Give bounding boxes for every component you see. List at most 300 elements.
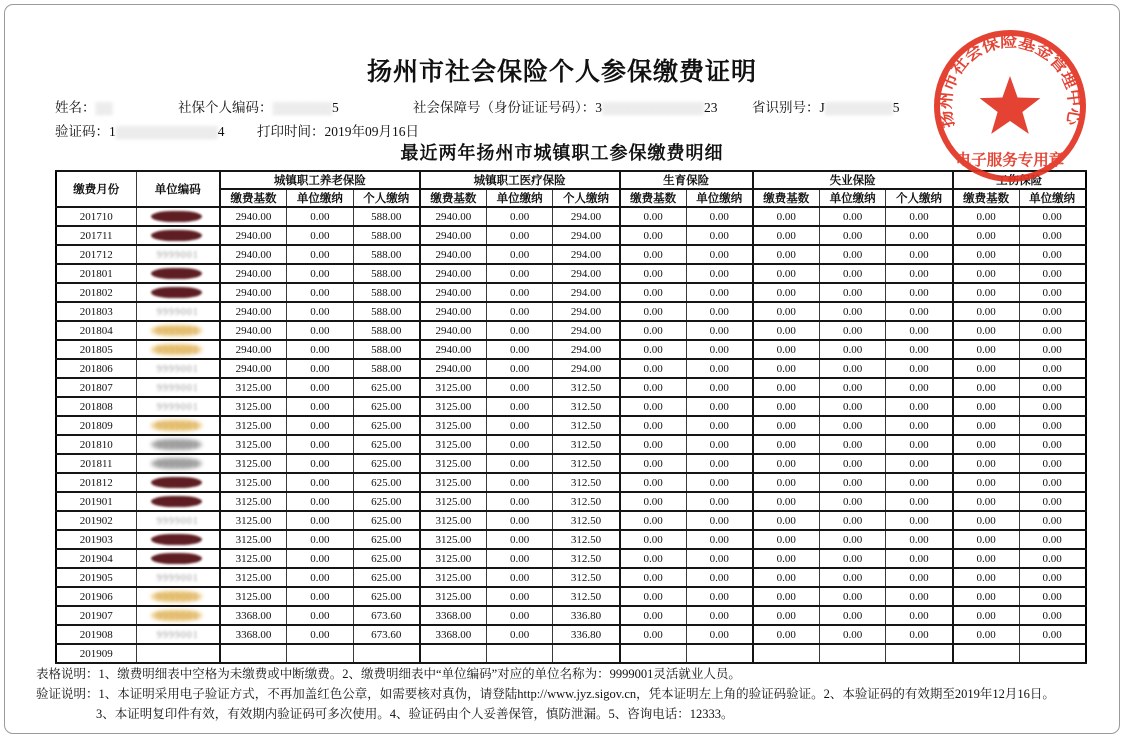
value-cell: 0.00 (620, 435, 687, 454)
value-cell: 0.00 (1019, 321, 1086, 340)
value-cell: 0.00 (486, 606, 553, 625)
redaction-smudge (151, 477, 202, 488)
name-label: 姓名： (55, 100, 96, 115)
value-cell (886, 644, 953, 663)
value-cell: 0.00 (1019, 606, 1086, 625)
value-cell: 588.00 (353, 359, 420, 378)
redaction-smudge (151, 534, 202, 545)
value-cell: 0.00 (486, 625, 553, 644)
value-cell: 0.00 (486, 397, 553, 416)
value-cell: 0.00 (753, 568, 820, 587)
value-cell: 0.00 (686, 473, 753, 492)
value-cell: 3125.00 (220, 530, 287, 549)
value-cell: 3125.00 (220, 511, 287, 530)
value-cell: 2940.00 (220, 340, 287, 359)
table-row (56, 321, 1086, 340)
value-cell: 0.00 (819, 245, 886, 264)
unit-code-redacted: 9999001 (156, 515, 199, 527)
value-cell: 0.00 (686, 397, 753, 416)
value-cell: 0.00 (953, 625, 1020, 644)
value-cell: 0.00 (1019, 245, 1086, 264)
value-cell: 0.00 (287, 226, 354, 245)
month-cell: 201804 (56, 321, 136, 340)
table-row (56, 644, 1086, 663)
value-cell: 0.00 (1019, 226, 1086, 245)
month-cell: 201901 (56, 492, 136, 511)
sub-header: 单位缴纳 (819, 189, 886, 207)
value-cell: 0.00 (886, 226, 953, 245)
value-cell: 2940.00 (420, 207, 487, 226)
value-cell: 0.00 (886, 207, 953, 226)
value-cell: 336.80 (553, 606, 620, 625)
value-cell: 3125.00 (220, 568, 287, 587)
value-cell (620, 644, 687, 663)
value-cell: 0.00 (620, 492, 687, 511)
value-cell: 3368.00 (420, 625, 487, 644)
value-cell: 0.00 (753, 625, 820, 644)
value-cell: 0.00 (686, 435, 753, 454)
value-cell: 0.00 (620, 378, 687, 397)
value-cell: 0.00 (620, 264, 687, 283)
value-cell: 0.00 (819, 226, 886, 245)
value-cell (1019, 644, 1086, 663)
table-row (56, 625, 1086, 644)
unit-code-cell (136, 397, 220, 416)
value-cell: 0.00 (886, 492, 953, 511)
value-cell: 0.00 (486, 321, 553, 340)
sub-header: 个人缴纳 (353, 189, 420, 207)
value-cell: 0.00 (486, 587, 553, 606)
month-cell: 201803 (56, 302, 136, 321)
value-cell: 0.00 (953, 302, 1020, 321)
value-cell: 0.00 (686, 321, 753, 340)
table-row (56, 397, 1086, 416)
value-cell: 0.00 (819, 473, 886, 492)
value-cell: 0.00 (753, 416, 820, 435)
table-note-label: 表格说明： (36, 667, 99, 681)
value-cell: 0.00 (886, 283, 953, 302)
verify-note-label: 验证说明： (36, 687, 99, 701)
month-cell: 201904 (56, 549, 136, 568)
value-cell: 0.00 (819, 302, 886, 321)
value-cell: 0.00 (1019, 473, 1086, 492)
value-cell: 0.00 (686, 568, 753, 587)
value-cell: 625.00 (353, 397, 420, 416)
group-header-4: 工伤保险 (953, 171, 1086, 189)
value-cell: 294.00 (553, 359, 620, 378)
value-cell: 3125.00 (420, 549, 487, 568)
sub-header: 单位缴纳 (686, 189, 753, 207)
table-row (56, 549, 1086, 568)
value-cell: 3125.00 (420, 587, 487, 606)
unit-code-cell (136, 549, 220, 568)
redaction-smudge (151, 420, 202, 431)
value-cell: 0.00 (287, 492, 354, 511)
table-title: 最近两年扬州市城镇职工参保缴费明细 (400, 143, 724, 163)
value-cell: 3368.00 (220, 606, 287, 625)
month-cell: 201808 (56, 397, 136, 416)
value-cell: 312.50 (553, 530, 620, 549)
month-cell: 201907 (56, 606, 136, 625)
unit-code-redacted: 9999001 (156, 306, 199, 318)
value-cell: 2940.00 (420, 226, 487, 245)
value-cell: 0.00 (753, 264, 820, 283)
month-cell: 201712 (56, 245, 136, 264)
value-cell: 0.00 (819, 283, 886, 302)
value-cell: 0.00 (886, 625, 953, 644)
value-cell: 0.00 (886, 302, 953, 321)
value-cell: 0.00 (819, 264, 886, 283)
value-cell: 0.00 (953, 397, 1020, 416)
month-cell: 201710 (56, 207, 136, 226)
value-cell: 336.80 (553, 625, 620, 644)
sub-header: 单位缴纳 (287, 189, 354, 207)
table-row (56, 435, 1086, 454)
value-cell: 312.50 (553, 492, 620, 511)
value-cell: 3125.00 (420, 511, 487, 530)
value-cell: 294.00 (553, 340, 620, 359)
value-cell: 625.00 (353, 568, 420, 587)
unit-code-cell (136, 625, 220, 644)
unit-code-cell (136, 264, 220, 283)
value-cell: 0.00 (620, 302, 687, 321)
value-cell: 0.00 (486, 378, 553, 397)
value-cell: 0.00 (886, 530, 953, 549)
sub-header: 缴费基数 (420, 189, 487, 207)
value-cell: 0.00 (620, 587, 687, 606)
value-cell: 0.00 (686, 245, 753, 264)
value-cell: 0.00 (819, 587, 886, 606)
unit-code-cell (136, 378, 220, 397)
value-cell: 0.00 (753, 454, 820, 473)
table-row (56, 454, 1086, 473)
value-cell: 0.00 (886, 378, 953, 397)
unit-code-cell (136, 530, 220, 549)
value-cell (686, 644, 753, 663)
value-cell: 0.00 (886, 606, 953, 625)
value-cell: 294.00 (553, 207, 620, 226)
value-cell: 0.00 (486, 435, 553, 454)
redaction-smudge (151, 496, 202, 507)
month-cell: 201805 (56, 340, 136, 359)
value-cell: 0.00 (953, 283, 1020, 302)
sub-header: 个人缴纳 (886, 189, 953, 207)
value-cell: 0.00 (486, 530, 553, 549)
value-cell: 312.50 (553, 454, 620, 473)
value-cell: 0.00 (1019, 549, 1086, 568)
value-cell: 0.00 (1019, 397, 1086, 416)
value-cell: 0.00 (753, 283, 820, 302)
value-cell: 0.00 (819, 625, 886, 644)
value-cell: 0.00 (287, 416, 354, 435)
value-cell: 0.00 (287, 473, 354, 492)
value-cell: 312.50 (553, 511, 620, 530)
value-cell: 0.00 (753, 473, 820, 492)
value-cell: 0.00 (819, 340, 886, 359)
value-cell: 0.00 (1019, 340, 1086, 359)
value-cell: 0.00 (287, 511, 354, 530)
value-cell: 588.00 (353, 207, 420, 226)
value-cell: 0.00 (686, 587, 753, 606)
value-cell: 0.00 (953, 568, 1020, 587)
verify-code-field: 验证码：1▒▒▒▒▒▒▒▒▒▒▒▒4 (55, 124, 225, 139)
table-row (56, 226, 1086, 245)
value-cell: 588.00 (353, 245, 420, 264)
unit-code-cell (136, 511, 220, 530)
value-cell: 0.00 (819, 511, 886, 530)
table-row (56, 302, 1086, 321)
value-cell: 0.00 (287, 264, 354, 283)
table-row (56, 416, 1086, 435)
value-cell: 0.00 (287, 359, 354, 378)
unit-code-cell (136, 606, 220, 625)
table-row (56, 606, 1086, 625)
month-cell: 201802 (56, 283, 136, 302)
value-cell (420, 644, 487, 663)
value-cell: 673.60 (353, 625, 420, 644)
value-cell: 2940.00 (220, 321, 287, 340)
value-cell: 2940.00 (220, 226, 287, 245)
value-cell: 0.00 (819, 549, 886, 568)
value-cell: 0.00 (753, 549, 820, 568)
value-cell: 0.00 (886, 435, 953, 454)
value-cell: 0.00 (686, 549, 753, 568)
value-cell: 3125.00 (420, 473, 487, 492)
value-cell: 0.00 (486, 283, 553, 302)
month-cell: 201711 (56, 226, 136, 245)
value-cell (953, 644, 1020, 663)
value-cell: 0.00 (953, 207, 1020, 226)
value-cell: 0.00 (819, 207, 886, 226)
value-cell: 0.00 (486, 264, 553, 283)
value-cell: 0.00 (486, 473, 553, 492)
print-time-field (257, 120, 419, 140)
unit-code-cell (136, 207, 220, 226)
unit-code-cell (136, 226, 220, 245)
unit-code-redacted: 9999001 (156, 363, 199, 375)
value-cell: 3125.00 (220, 435, 287, 454)
month-cell: 201812 (56, 473, 136, 492)
value-cell: 0.00 (686, 302, 753, 321)
value-cell: 312.50 (553, 397, 620, 416)
unit-code-cell (136, 283, 220, 302)
value-cell: 0.00 (753, 226, 820, 245)
value-cell: 0.00 (753, 340, 820, 359)
unit-code-cell (136, 644, 220, 663)
value-cell: 294.00 (553, 245, 620, 264)
value-cell: 0.00 (287, 435, 354, 454)
value-cell: 0.00 (686, 606, 753, 625)
value-cell: 294.00 (553, 321, 620, 340)
value-cell: 0.00 (753, 492, 820, 511)
value-cell: 0.00 (819, 359, 886, 378)
value-cell: 2940.00 (220, 264, 287, 283)
table-row (56, 473, 1086, 492)
sub-header: 缴费基数 (953, 189, 1020, 207)
value-cell: 2940.00 (420, 245, 487, 264)
value-cell: 0.00 (620, 473, 687, 492)
value-cell: 294.00 (553, 302, 620, 321)
value-cell: 0.00 (886, 416, 953, 435)
value-cell: 0.00 (287, 397, 354, 416)
value-cell: 0.00 (620, 226, 687, 245)
value-cell: 0.00 (953, 587, 1020, 606)
table-row (56, 359, 1086, 378)
value-cell: 0.00 (753, 321, 820, 340)
ssn-field: 社会保障号（身份证证号码）：3▒▒▒▒▒▒▒▒▒▒▒▒23 (413, 100, 718, 115)
value-cell: 2940.00 (420, 302, 487, 321)
value-cell: 0.00 (1019, 454, 1086, 473)
redaction-smudge (151, 230, 202, 241)
value-cell: 0.00 (620, 207, 687, 226)
sub-header: 单位缴纳 (1019, 189, 1086, 207)
value-cell: 294.00 (553, 283, 620, 302)
value-cell: 3125.00 (420, 568, 487, 587)
value-cell: 3125.00 (220, 587, 287, 606)
value-cell: 0.00 (486, 454, 553, 473)
table-row (56, 378, 1086, 397)
value-cell: 2940.00 (420, 321, 487, 340)
notes-section (36, 664, 1096, 724)
value-cell: 0.00 (953, 473, 1020, 492)
value-cell: 0.00 (953, 606, 1020, 625)
value-cell: 0.00 (819, 378, 886, 397)
unit-code-redacted: 9999001 (156, 249, 199, 261)
unit-code-cell (136, 321, 220, 340)
value-cell: 0.00 (287, 625, 354, 644)
value-cell: 0.00 (620, 530, 687, 549)
value-cell: 0.00 (819, 606, 886, 625)
value-cell: 3125.00 (220, 473, 287, 492)
value-cell: 0.00 (1019, 207, 1086, 226)
value-cell: 0.00 (486, 302, 553, 321)
unit-code-cell (136, 568, 220, 587)
value-cell: 0.00 (287, 207, 354, 226)
value-cell: 0.00 (886, 549, 953, 568)
value-cell: 0.00 (819, 435, 886, 454)
stamp-bottom-text: 电子服务专用章 (955, 152, 1065, 169)
unit-code-cell (136, 454, 220, 473)
value-cell: 2940.00 (220, 245, 287, 264)
value-cell: 0.00 (686, 378, 753, 397)
redaction-smudge (151, 268, 202, 279)
value-cell: 2940.00 (220, 207, 287, 226)
value-cell: 0.00 (1019, 264, 1086, 283)
verify-code-label: 验证码： (55, 124, 109, 139)
table-row (56, 530, 1086, 549)
value-cell: 0.00 (620, 606, 687, 625)
value-cell: 0.00 (287, 530, 354, 549)
value-cell: 0.00 (819, 530, 886, 549)
value-cell: 0.00 (1019, 378, 1086, 397)
value-cell: 0.00 (620, 511, 687, 530)
value-cell: 0.00 (753, 587, 820, 606)
value-cell: 625.00 (353, 454, 420, 473)
value-cell: 3125.00 (220, 454, 287, 473)
value-cell: 625.00 (353, 511, 420, 530)
value-cell: 0.00 (686, 530, 753, 549)
value-cell: 0.00 (1019, 587, 1086, 606)
value-cell: 3125.00 (420, 530, 487, 549)
value-cell: 0.00 (287, 606, 354, 625)
value-cell: 0.00 (1019, 435, 1086, 454)
value-cell: 0.00 (886, 511, 953, 530)
group-header-0: 城镇职工养老保险 (220, 171, 420, 189)
value-cell: 3125.00 (220, 416, 287, 435)
value-cell: 0.00 (886, 321, 953, 340)
value-cell: 0.00 (620, 416, 687, 435)
month-cell: 201905 (56, 568, 136, 587)
value-cell: 3125.00 (220, 378, 287, 397)
value-cell: 2940.00 (220, 302, 287, 321)
unit-code-redacted: 9999001 (156, 382, 199, 394)
value-cell: 588.00 (353, 321, 420, 340)
value-cell: 2940.00 (220, 359, 287, 378)
print-time-label: 打印时间： (257, 124, 325, 139)
value-cell: 0.00 (1019, 492, 1086, 511)
value-cell: 0.00 (620, 549, 687, 568)
col-header-unit: 单位编码 (136, 171, 220, 207)
value-cell: 0.00 (953, 549, 1020, 568)
province-id-label: 省识别号： (752, 100, 820, 115)
personal-code-redacted: ▒▒▒▒▒▒▒ (272, 101, 333, 115)
unit-code-cell (136, 435, 220, 454)
value-cell: 0.00 (886, 245, 953, 264)
table-row (56, 264, 1086, 283)
value-cell: 0.00 (486, 549, 553, 568)
table-row (56, 492, 1086, 511)
redaction-smudge (151, 211, 202, 222)
province-id-redacted: ▒▒▒▒▒▒▒▒ (824, 101, 893, 115)
value-cell (486, 644, 553, 663)
value-cell: 0.00 (1019, 416, 1086, 435)
value-cell: 0.00 (886, 359, 953, 378)
month-cell: 201902 (56, 511, 136, 530)
value-cell: 0.00 (953, 340, 1020, 359)
electronic-seal-stamp (928, 24, 1094, 190)
value-cell: 0.00 (819, 568, 886, 587)
value-cell: 0.00 (753, 302, 820, 321)
value-cell: 0.00 (819, 397, 886, 416)
value-cell: 0.00 (953, 359, 1020, 378)
value-cell: 294.00 (553, 226, 620, 245)
table-row (56, 340, 1086, 359)
value-cell (353, 644, 420, 663)
value-cell: 0.00 (486, 511, 553, 530)
group-header-2: 生育保险 (620, 171, 753, 189)
value-cell: 625.00 (353, 549, 420, 568)
table-note: 表格说明：1、缴费明细表中空格为未缴费或中断缴费。2、缴费明细表中“单位编码”对应的单位名称为：9999001灵活就业人员。 (36, 667, 741, 681)
unit-code-redacted: 9999001 (156, 629, 199, 641)
unit-code-cell (136, 245, 220, 264)
unit-code-cell (136, 359, 220, 378)
value-cell: 0.00 (287, 454, 354, 473)
value-cell: 588.00 (353, 283, 420, 302)
ssn-redacted: ▒▒▒▒▒▒▒▒▒▒▒▒ (602, 101, 705, 115)
value-cell: 0.00 (486, 416, 553, 435)
month-cell: 201909 (56, 644, 136, 663)
value-cell: 0.00 (486, 492, 553, 511)
value-cell: 0.00 (287, 549, 354, 568)
ssn-label: 社会保障号（身份证证号码）： (413, 100, 596, 115)
table-row (56, 207, 1086, 226)
value-cell: 312.50 (553, 416, 620, 435)
value-cell (553, 644, 620, 663)
unit-code-cell (136, 416, 220, 435)
sub-header: 缴费基数 (220, 189, 287, 207)
value-cell: 0.00 (686, 492, 753, 511)
value-cell: 2940.00 (420, 340, 487, 359)
